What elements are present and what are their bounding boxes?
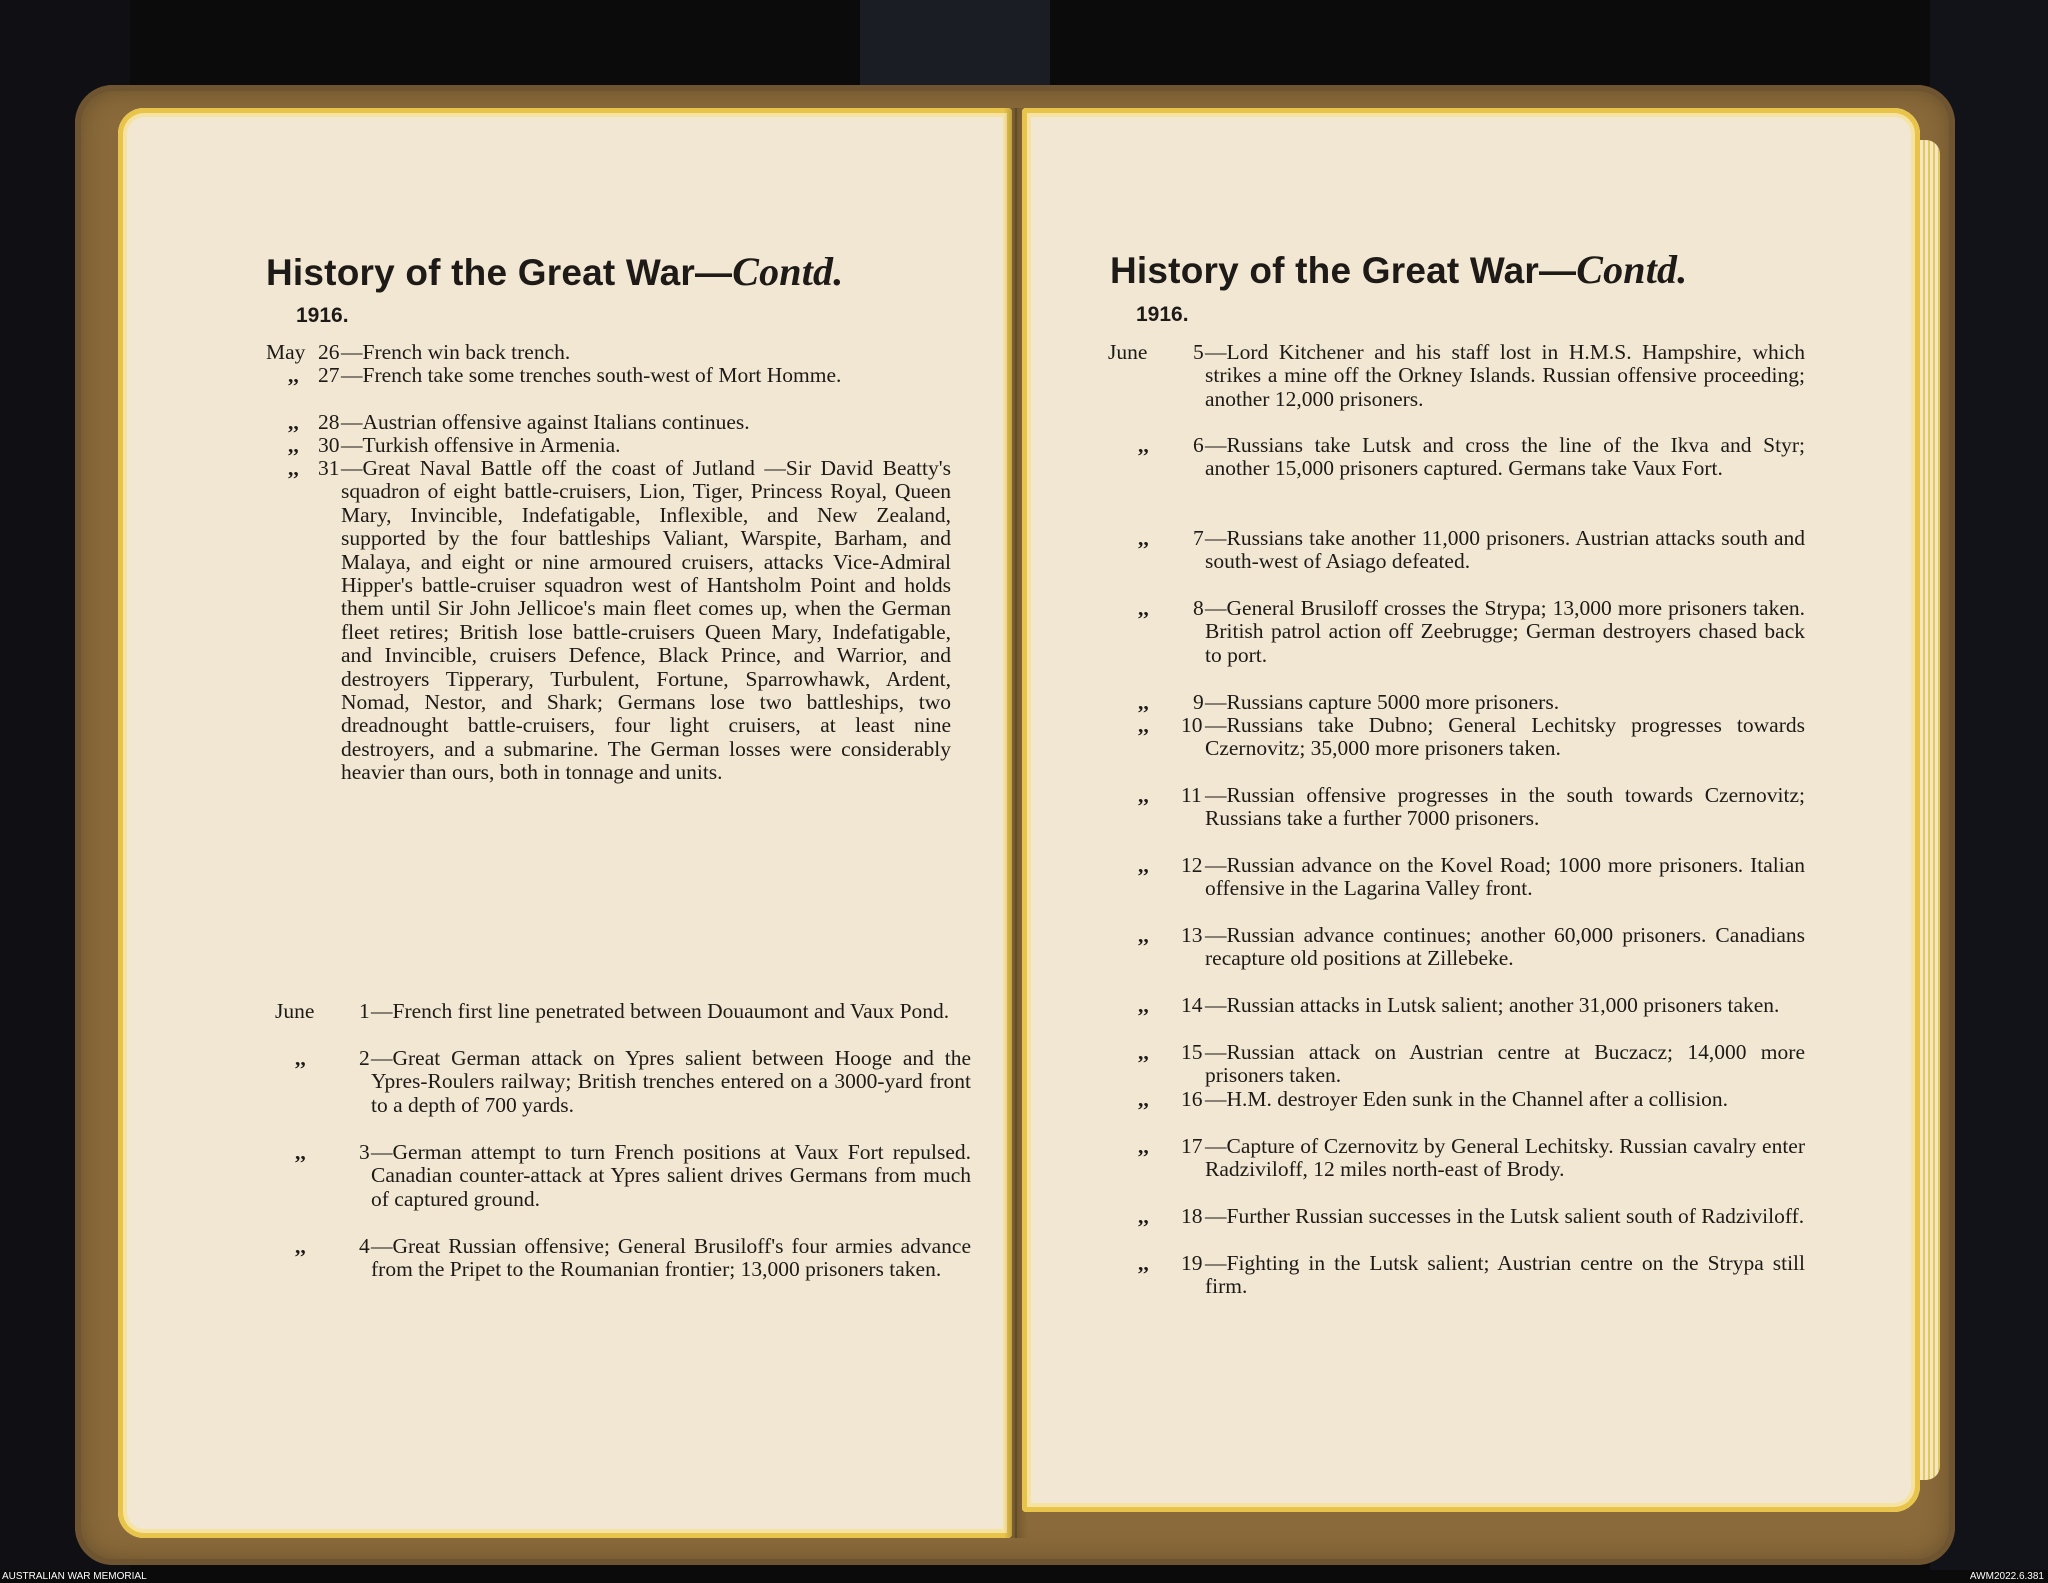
entry-ditto: ,, bbox=[1138, 1087, 1149, 1111]
entry-ditto: ,, bbox=[1138, 923, 1149, 947]
entry-ditto: ,, bbox=[295, 1234, 306, 1258]
left-page bbox=[118, 108, 1012, 1538]
entry-ditto: ,, bbox=[1138, 783, 1149, 807]
entry-text: —French win back trench. bbox=[341, 340, 571, 364]
entry-text: —Russian attacks in Lutsk salient; another 31,000 prisoners taken. bbox=[1205, 993, 1780, 1017]
entry-text: —Russian offensive progresses in the south towards Czernovitz; Russians take a further 7000 prisoners. bbox=[1205, 783, 1805, 831]
entry-day: 31 bbox=[318, 456, 340, 480]
entry-text: —Lord Kitchener and his staff lost in H.M.S. Hampshire, which strikes a mine off the Orkney Islands. Russian offensive proceeding; another 12,000 prisoners. bbox=[1205, 340, 1805, 411]
entry-text: —Russian advance continues; another 60,000 prisoners. Canadians recapture old positions at Zillebeke. bbox=[1205, 923, 1805, 971]
entry-ditto: ,, bbox=[295, 1046, 306, 1070]
entry-ditto: ,, bbox=[288, 433, 299, 457]
entry-text: —Russians take another 11,000 prisoners. Austrian attacks south and south-west of Asiago defeated. bbox=[1205, 526, 1805, 574]
entry-text: —Russian advance on the Kovel Road; 1000 more prisoners. Italian offensive in the Lagarina Valley front. bbox=[1205, 853, 1805, 901]
page-edges bbox=[1918, 140, 1940, 1480]
entry-day: 16 bbox=[1181, 1087, 1203, 1111]
entry-ditto: ,, bbox=[288, 363, 299, 387]
left-page-year: 1916. bbox=[296, 304, 349, 327]
entry-text: —Austrian offensive against Italians continues. bbox=[341, 410, 750, 434]
entry-text: —German attempt to turn French positions at Vaux Fort repulsed. Canadian counter-attack at Ypres salient drives Germans from much of captured ground. bbox=[371, 1140, 971, 1211]
entry-day: 19 bbox=[1181, 1251, 1203, 1275]
entry-text: —Russians take Dubno; General Lechitsky progresses towards Czernovitz; 35,000 more prisoners taken. bbox=[1205, 713, 1805, 761]
entry-day: 13 bbox=[1181, 923, 1203, 947]
entry-ditto: ,, bbox=[1138, 1251, 1149, 1275]
entry-text: —Fighting in the Lutsk salient; Austrian centre on the Strypa still firm. bbox=[1205, 1251, 1805, 1299]
entry-day: 2 bbox=[359, 1046, 370, 1070]
right-heading-text: History of the Great War— bbox=[1110, 250, 1577, 291]
entry-day: 26 bbox=[318, 340, 340, 364]
entry-day: 17 bbox=[1181, 1134, 1203, 1158]
footer-credit: AUSTRALIAN WAR MEMORIAL bbox=[2, 1571, 147, 1582]
entry-ditto: ,, bbox=[1138, 596, 1149, 620]
footer-accession-number: AWM2022.6.381 bbox=[1969, 1571, 2044, 1582]
entry-ditto: ,, bbox=[295, 1140, 306, 1164]
entry-ditto: ,, bbox=[1138, 690, 1149, 714]
left-page-heading bbox=[266, 248, 843, 295]
entry-day: 5 bbox=[1193, 340, 1204, 364]
entry-text: —General Brusiloff crosses the Strypa; 13,000 more prisoners taken. British patrol action off Zeebrugge; German destroyers chased back to port. bbox=[1205, 596, 1805, 667]
entry-day: 15 bbox=[1181, 1040, 1203, 1064]
entry-text: —Russian attack on Austrian centre at Buczacz; 14,000 more prisoners taken. bbox=[1205, 1040, 1805, 1088]
entry-day: 4 bbox=[359, 1234, 370, 1258]
entry-day: 1 bbox=[359, 999, 370, 1023]
entry-day: 10 bbox=[1181, 713, 1203, 737]
entry-month: May bbox=[266, 340, 306, 364]
entry-day: 6 bbox=[1193, 433, 1204, 457]
entry-month: June bbox=[1108, 340, 1148, 364]
entry-ditto: ,, bbox=[1138, 1134, 1149, 1158]
entry-text: —French first line penetrated between Douaumont and Vaux Pond. bbox=[371, 999, 950, 1023]
entry-day: 12 bbox=[1181, 853, 1203, 877]
entry-ditto: ,, bbox=[1138, 526, 1149, 550]
right-page-year: 1916. bbox=[1136, 303, 1189, 326]
left-heading-text: History of the Great War— bbox=[266, 252, 733, 293]
entry-month: June bbox=[275, 999, 315, 1023]
entry-ditto: ,, bbox=[1138, 853, 1149, 877]
entry-day: 14 bbox=[1181, 993, 1203, 1017]
entry-text: —H.M. destroyer Eden sunk in the Channel after a collision. bbox=[1205, 1087, 1729, 1111]
entry-ditto: ,, bbox=[1138, 433, 1149, 457]
entry-ditto: ,, bbox=[288, 456, 299, 480]
right-page-heading bbox=[1110, 246, 1687, 293]
entry-day: 7 bbox=[1193, 526, 1204, 550]
entry-text: —Capture of Czernovitz by General Lechitsky. Russian cavalry enter Radziviloff, 12 miles north-east of Brody. bbox=[1205, 1134, 1805, 1182]
entry-day: 28 bbox=[318, 410, 340, 434]
entry-text: —Russians take Lutsk and cross the line of the Ikva and Styr; another 15,000 prisoners captured. Germans take Vaux Fort. bbox=[1205, 433, 1805, 481]
entry-day: 30 bbox=[318, 433, 340, 457]
entry-day: 18 bbox=[1181, 1204, 1203, 1228]
right-heading-italic: Contd. bbox=[1576, 247, 1688, 292]
entry-ditto: ,, bbox=[1138, 1040, 1149, 1064]
entry-ditto: ,, bbox=[1138, 713, 1149, 737]
entry-text: —Further Russian successes in the Lutsk salient south of Radziviloff. bbox=[1205, 1204, 1805, 1228]
entry-day: 27 bbox=[318, 363, 340, 387]
entry-text: —French take some trenches south-west of Mort Homme. bbox=[341, 363, 842, 387]
entry-text: —Russians capture 5000 more prisoners. bbox=[1205, 690, 1560, 714]
entry-day: 11 bbox=[1181, 783, 1202, 807]
entry-text: —Great Naval Battle off the coast of Jutland —Sir David Beatty's squadron of eight battle-cruisers, Lion, Tiger, Princess Royal, Queen Mary, Invincible, Indefatigable, Inflexible, and New Zealand, supported by the four battleships Valiant, Warspite, Barham, and Malaya, and eight or nine armoured cruisers, attacks Vice-Admiral Hipper's battle-cruiser squadron west of Hantsholm Point and holds them until Sir John Jellicoe's main fleet comes up, when the German fleet retires; British lose battle-cruisers Queen Mary, Indefatigable, and Invincible, cruisers Defence, Black Prince, and Warrior, and destroyers Tipperary, Turbulent, Fortune, Sparrowhawk, Ardent, Nomad, Nestor, and Shark; Germans lose two battleships, two dreadnought battle-cruisers, four light cruisers, at least nine destroyers, and a submarine. The German losses were considerably heavier than ours, both in tonnage and units. bbox=[341, 456, 951, 785]
left-heading-italic: Contd. bbox=[732, 249, 844, 294]
entry-text: —Turkish offensive in Armenia. bbox=[341, 433, 621, 457]
entry-ditto: ,, bbox=[1138, 993, 1149, 1017]
entry-ditto: ,, bbox=[288, 410, 299, 434]
entry-ditto: ,, bbox=[1138, 1204, 1149, 1228]
entry-day: 3 bbox=[359, 1140, 370, 1164]
entry-text: —Great Russian offensive; General Brusiloff's four armies advance from the Pripet to the Roumanian frontier; 13,000 prisoners taken. bbox=[371, 1234, 971, 1282]
right-page bbox=[1022, 108, 1920, 1512]
entry-day: 8 bbox=[1193, 596, 1204, 620]
entry-text: —Great German attack on Ypres salient between Hooge and the Ypres-Roulers railway; British trenches entered on a 3000-yard front to a depth of 700 yards. bbox=[371, 1046, 971, 1117]
entry-day: 9 bbox=[1193, 690, 1204, 714]
